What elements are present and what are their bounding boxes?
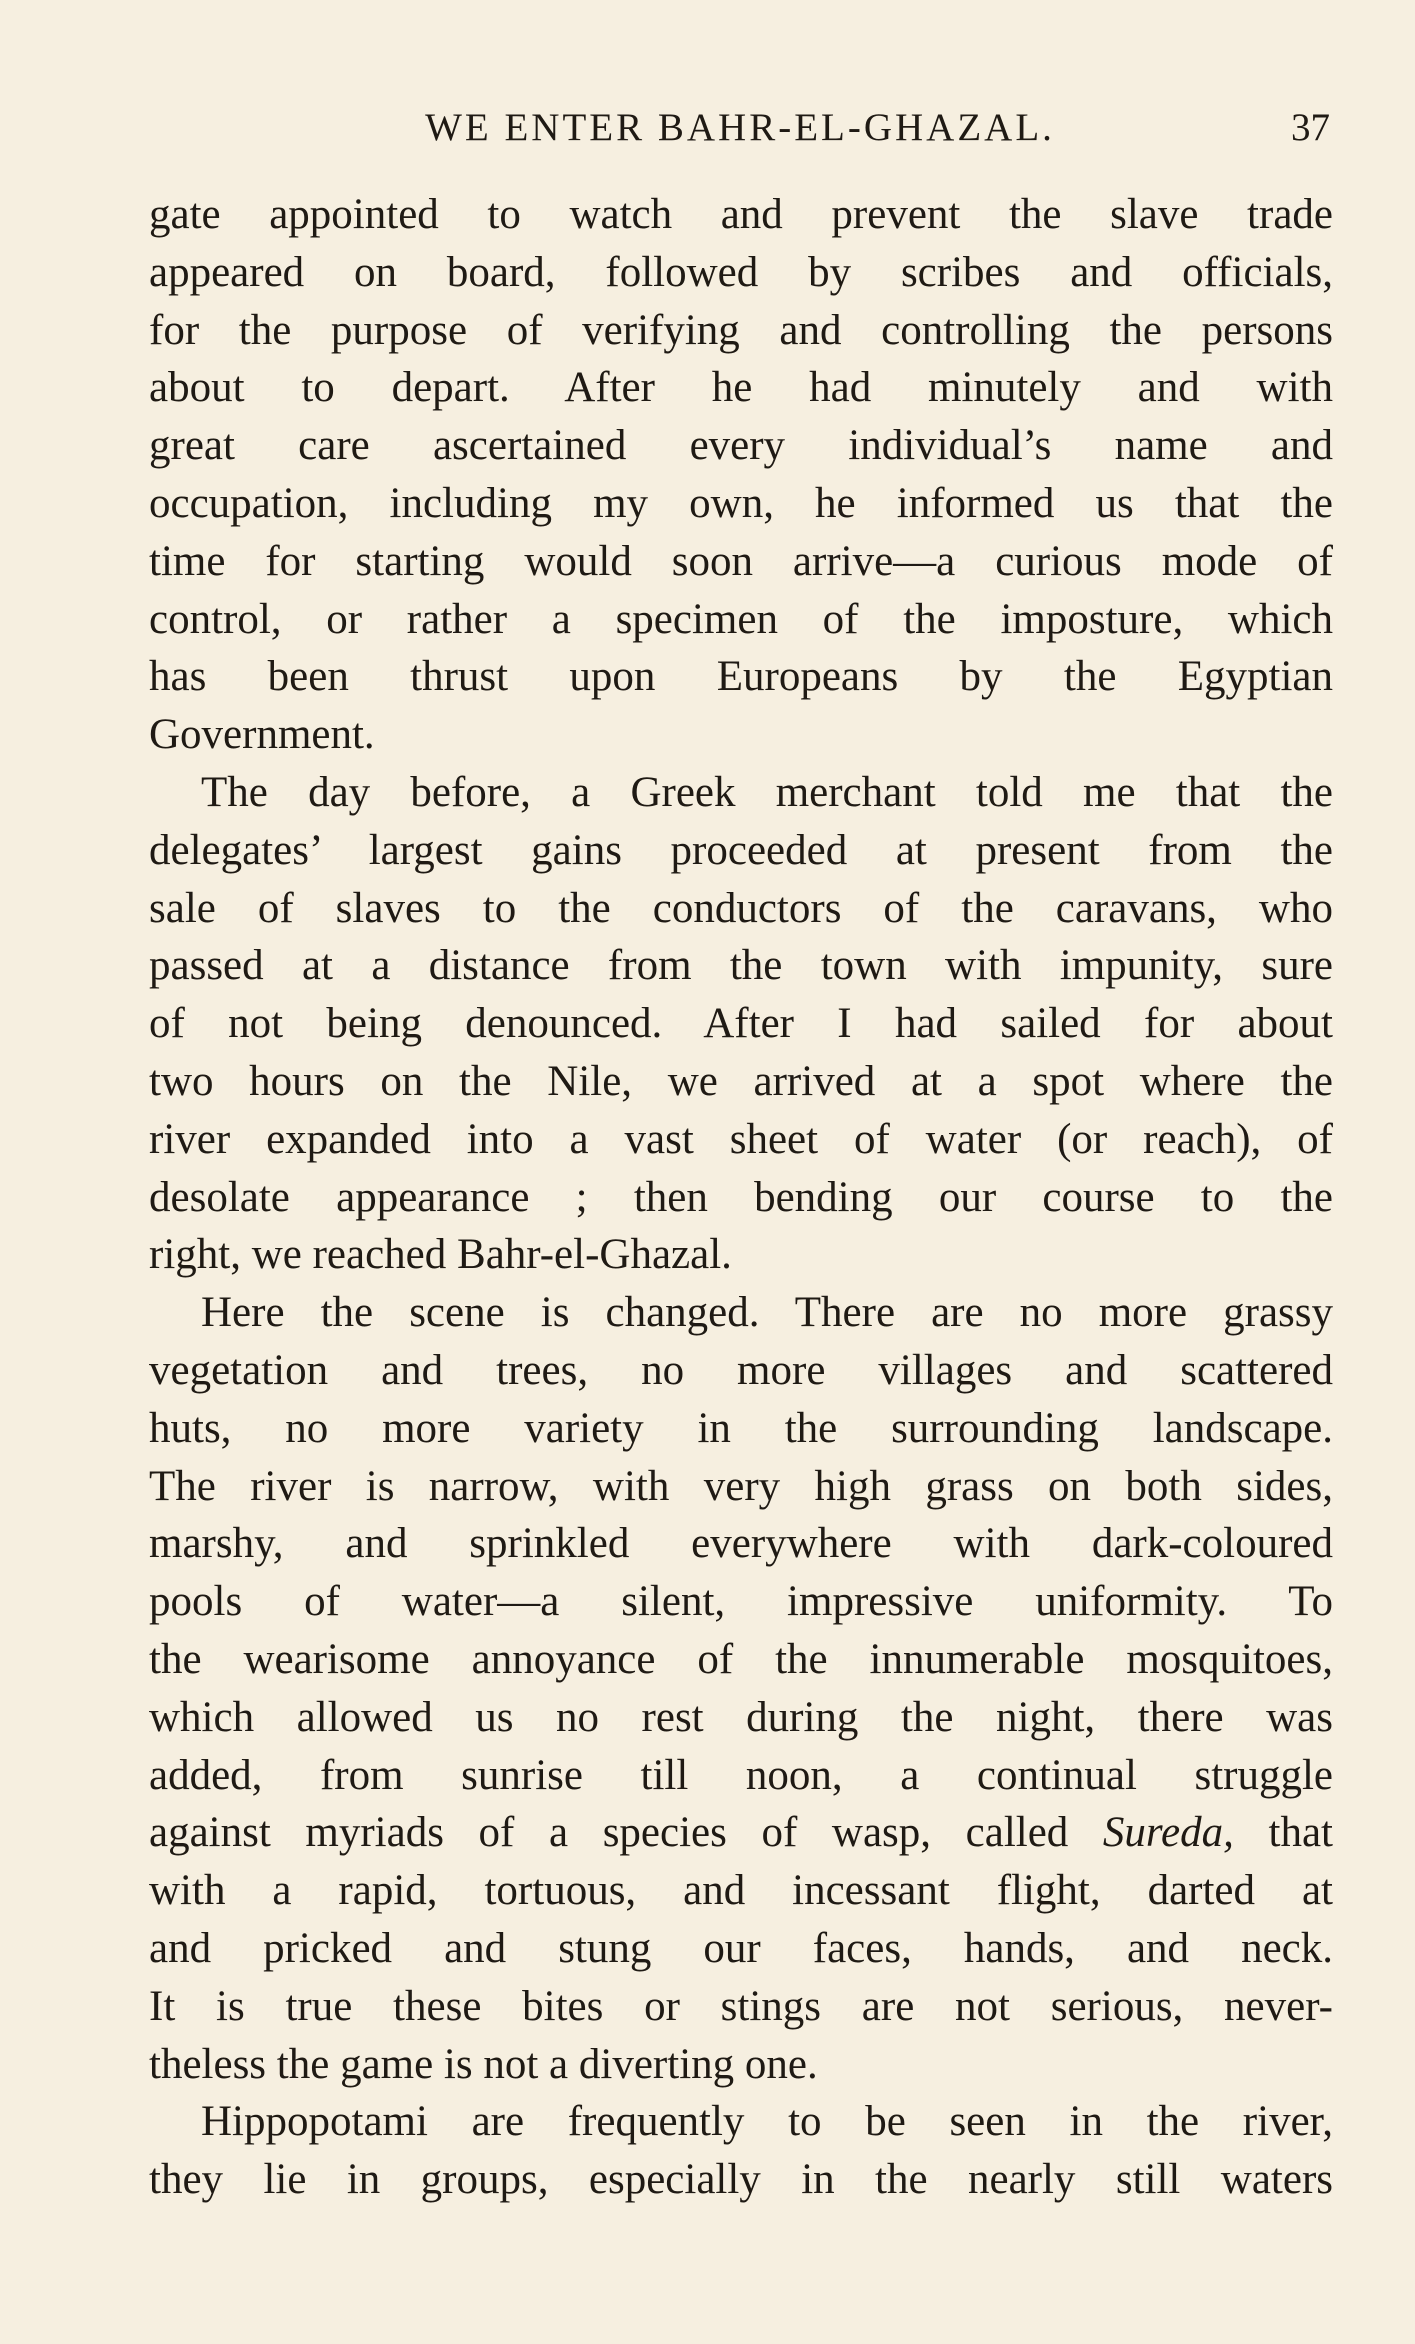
text-line: has been thrust upon Europeans by the Egyptian: [149, 653, 1333, 701]
text-line: marshy, and sprinkled everywhere with dark-coloured: [149, 1520, 1333, 1568]
paragraph-start-line: Hippopotami are frequently to be seen in the river,: [201, 2098, 1333, 2146]
text-line: passed at a distance from the town with impunity, sure: [149, 942, 1333, 990]
text-line: vegetation and trees, no more villages and scattered: [149, 1346, 1333, 1394]
text-line: appeared on board, followed by scribes and officials,: [149, 248, 1333, 296]
italic-term-sureda: Sureda,: [1102, 1809, 1234, 1857]
text-line: pools of water—a silent, impressive uniformity. To: [149, 1578, 1333, 1626]
page-number: 37: [1291, 106, 1330, 149]
text-line: they lie in groups, especially in the nearly still waters: [149, 2156, 1333, 2204]
text-line: great care ascertained every individual’s name and: [149, 422, 1333, 470]
text-line: delegates’ largest gains proceeded at present from the: [149, 826, 1333, 874]
text-line: sale of slaves to the conductors of the caravans, who: [149, 884, 1333, 932]
text-line: desolate appearance ; then bending our course to the: [149, 1173, 1333, 1221]
text-line: the wearisome annoyance of the innumerable mosquitoes,: [149, 1635, 1333, 1683]
text-line: river expanded into a vast sheet of water (or reach), of: [149, 1115, 1333, 1163]
paragraph-start-line: The day before, a Greek merchant told me that the: [201, 768, 1333, 816]
text-line: gate appointed to watch and prevent the slave trade: [149, 191, 1333, 238]
text-line: huts, no more variety in the surrounding landscape.: [149, 1404, 1333, 1452]
text-line: two hours on the Nile, we arrived at a spot where the: [149, 1057, 1333, 1105]
text-line: control, or rather a specimen of the imposture, which: [149, 595, 1333, 643]
paragraph-start-line: Here the scene is changed. There are no more grassy: [201, 1289, 1333, 1337]
text-line: which allowed us no rest during the night, there was: [149, 1693, 1333, 1741]
text-line: theless the game is not a diverting one.: [149, 2040, 818, 2088]
text-line: with a rapid, tortuous, and incessant flight, darted at: [149, 1867, 1333, 1915]
text-line: It is true these bites or stings are not serious, never-: [149, 1982, 1333, 2030]
text-line: about to depart. After he had minutely and with: [149, 364, 1333, 412]
text-line-with-italic: [149, 1804, 1333, 1862]
text-segment: that: [1233, 1809, 1333, 1857]
running-head: [150, 98, 1330, 158]
text-line: and pricked and stung our faces, hands, and neck.: [149, 1924, 1333, 1972]
text-line: added, from sunrise till noon, a continual struggle: [149, 1751, 1333, 1799]
text-line: The river is narrow, with very high grass on both sides,: [149, 1462, 1333, 1510]
text-line: time for starting would soon arrive—a curious mode of: [149, 537, 1333, 585]
text-line: of not being denounced. After I had sailed for about: [149, 1000, 1333, 1048]
text-segment: against myriads of a species of wasp, called: [149, 1809, 1103, 1857]
running-title: WE ENTER BAHR-EL-GHAZAL.: [425, 106, 1055, 149]
text-line: for the purpose of verifying and controlling the persons: [149, 306, 1333, 354]
text-line: occupation, including my own, he informed us that the: [149, 479, 1333, 527]
body-text: [149, 186, 1333, 2209]
text-line: right, we reached Bahr-el-Ghazal.: [149, 1231, 732, 1279]
text-line: Government.: [149, 711, 375, 759]
